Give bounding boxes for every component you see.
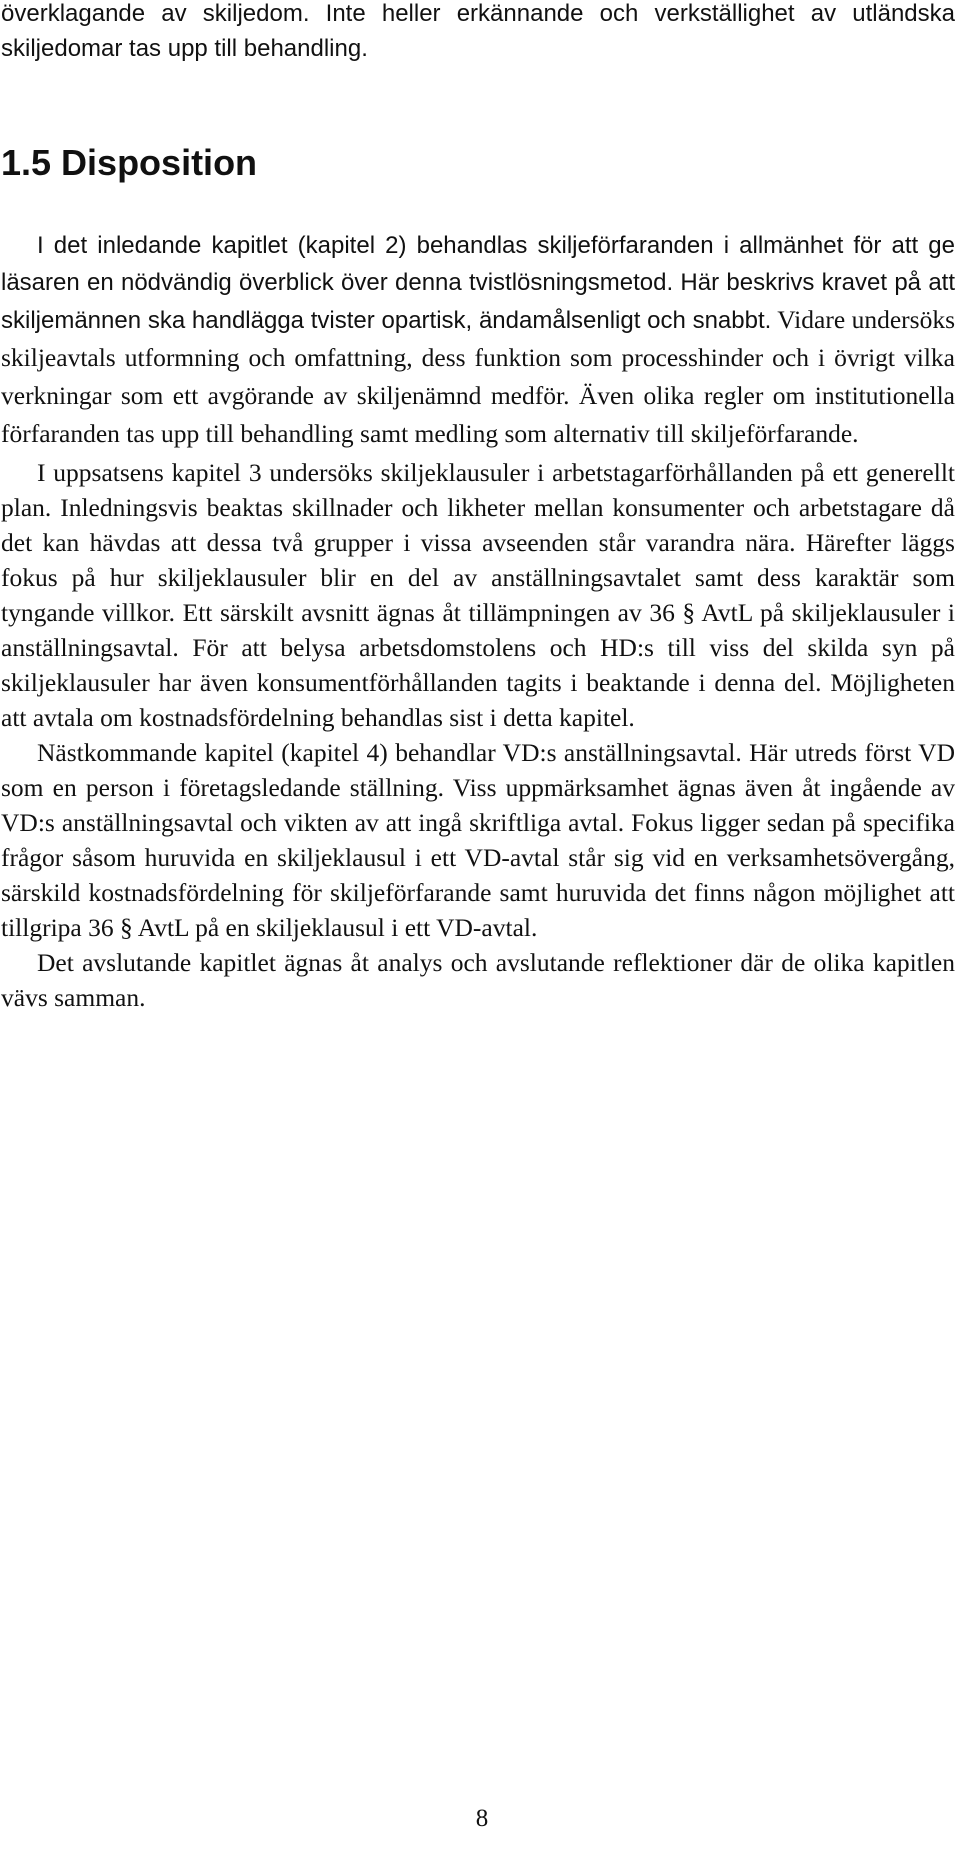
paragraph-chapter-3: I uppsatsens kapitel 3 undersöks skiljeklausuler i arbetstagarförhållanden på ett generellt plan. Inledningsvis beaktas skillnader och likheter mellan konsumenter och arbetstagare då det kan hävdas att dessa två grupper i vissa avseenden står varandra nära. Härefter läggs fokus på hur skiljeklausuler blir en del av anställningsavtalet samt dess karaktär som tyngande villkor. Ett särskilt avsnitt ägnas åt tillämpningen av 36 § AvtL på skiljeklausuler i anställningsavtal. För att belysa arbetsdomstolens och HD:s till viss del skilda syn på skiljeklausuler har även konsumentförhållanden tagits i beaktande i denna del. Möjligheten att avtala om kostnadsfördelning behandlas sist i detta kapitel. [1,458,955,732]
paragraph-chapter-2-sans-part: I det inledande kapitlet (kapitel 2) behandlas skiljeförfaranden i allmänhet för att ge läsaren en nödvändig överblick över denna tvistlösningsmetod. Här beskrivs kravet på att skiljemännen ska handlägga tvister opartisk, ändamålsenligt och snabbt. [1,232,955,334]
page-number [0,1805,960,1833]
paragraph-chapter-2 [1,229,955,455]
intro-paragraph: överklagande av skiljedom. Inte heller erkännande och verkställighet av utländska skiljedomar tas upp till behandling. [1,0,955,62]
document-body [1,0,955,1015]
section-heading: 1.5 Disposition [1,142,258,183]
paragraph-chapter-4: Nästkommande kapitel (kapitel 4) behandlar VD:s anställningsavtal. Här utreds först VD som en person i företagsledande ställning. Viss uppmärksamhet ägnas även åt ingående av VD:s anställningsavtal och vikten av att ingå skriftliga avtal. Fokus ligger sedan på specifika frågor såsom huruvida en skiljeklausul i ett VD-avtal står sig vid en verksamhetsövergång, särskild kostnadsfördelning för skiljeförfarande samt huruvida det finns någon möjlighet att tillgripa 36 § AvtL på en skiljeklausul i ett VD-avtal. [1,738,955,942]
page-number-text: 8 [475,1805,489,1832]
paragraph-final-chapter: Det avslutande kapitlet ägnas åt analys och avslutande reflektioner där de olika kapitlen vävs samman. [1,948,955,1012]
paragraph-chapter-2-serif-part: Vidare undersöks skiljeavtals utformning och omfattning, dess funktion som processhinder och i övrigt vilka verkningar som ett avgörande av skiljenämnd medför. Även olika regler om institutionella förfaranden tas upp till behandling samt medling som alternativ till skiljeförfarande. [1,305,956,448]
